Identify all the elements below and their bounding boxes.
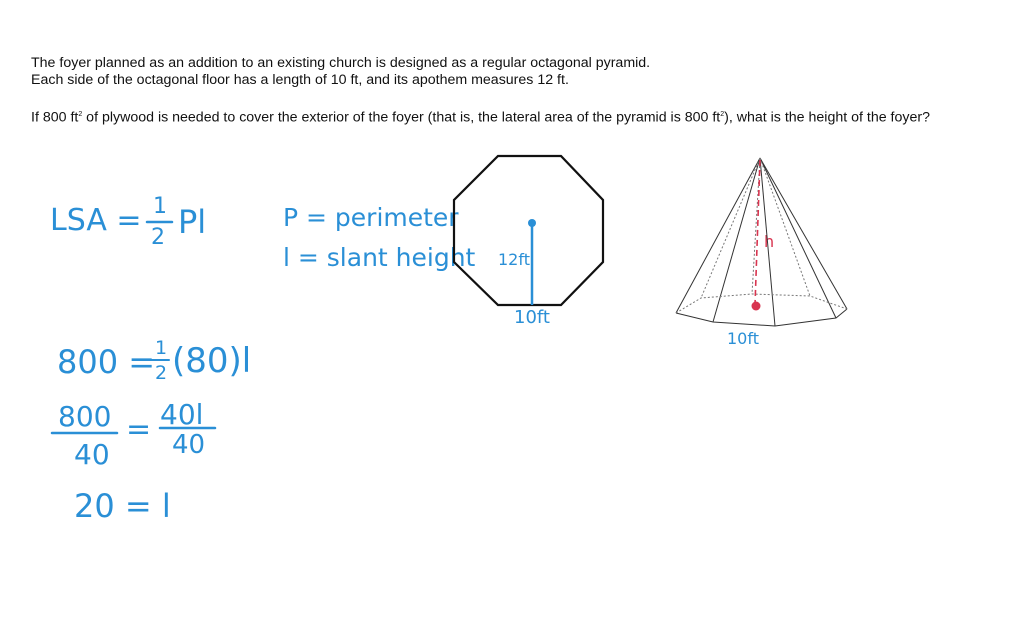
step1-half-numerator: 1 [155,337,168,359]
pyramid-base-back [676,294,847,313]
pyramid [676,158,847,326]
step2-numerator-left: 800 [58,400,112,433]
pyramid-edge [760,158,836,318]
pyramid-edge [760,158,775,326]
definition-slant-height: l = slant height [283,243,476,272]
step2-equals: = [126,412,152,447]
step2-denominator-right: 40 [172,430,206,460]
formula-lhs: LSA = [50,203,142,238]
step1-lhs: 800 = [57,343,156,381]
pyramid-base-front [676,309,847,326]
octagon-side-label: 10ft [514,307,550,328]
pyramid-height-label: h [764,232,775,251]
step2-numerator-right: 40l [160,398,204,431]
formula-half-denominator: 2 [151,225,165,250]
question-part-c: ), what is the height of the foyer? [724,109,930,126]
pyramid-base-center [752,302,761,311]
pyramid-edge [760,158,847,309]
question-superscript-1: 2 [78,111,83,118]
octagon-apothem-label: 12ft [498,250,530,269]
step3-result: 20 = l [74,487,171,525]
pyramid-height-line [755,160,760,305]
problem-line-2: Each side of the octagonal floor has a length of 10 ft, and its apothem measures 12 ft. [31,72,569,88]
formula-rhs: Pl [178,203,207,241]
pyramid-hidden-edge [760,158,810,296]
definition-perimeter: P = perimeter [283,203,459,232]
octagon-floor [454,156,603,305]
formula-half-numerator: 1 [153,194,167,219]
pyramid-edge [713,158,760,322]
octagon-center-point [528,219,536,227]
step1-rhs: (80)l [172,341,252,381]
step2-denominator-left: 40 [74,438,110,471]
pyramid-edge [676,158,760,313]
step1-half-denominator: 2 [155,362,168,384]
pyramid-hidden-edge [701,158,760,298]
question-part-a: If 800 ft [31,109,79,126]
question-superscript-2: 2 [720,111,725,118]
problem-line-1: The foyer planned as an addition to an existing church is designed as a regular octagonal pyramid. [31,55,651,71]
question-part-b: of plywood is needed to cover the exterior of the foyer (that is, the lateral area of the pyramid is 800 ft [82,109,721,126]
pyramid-side-label: 10ft [727,329,759,348]
